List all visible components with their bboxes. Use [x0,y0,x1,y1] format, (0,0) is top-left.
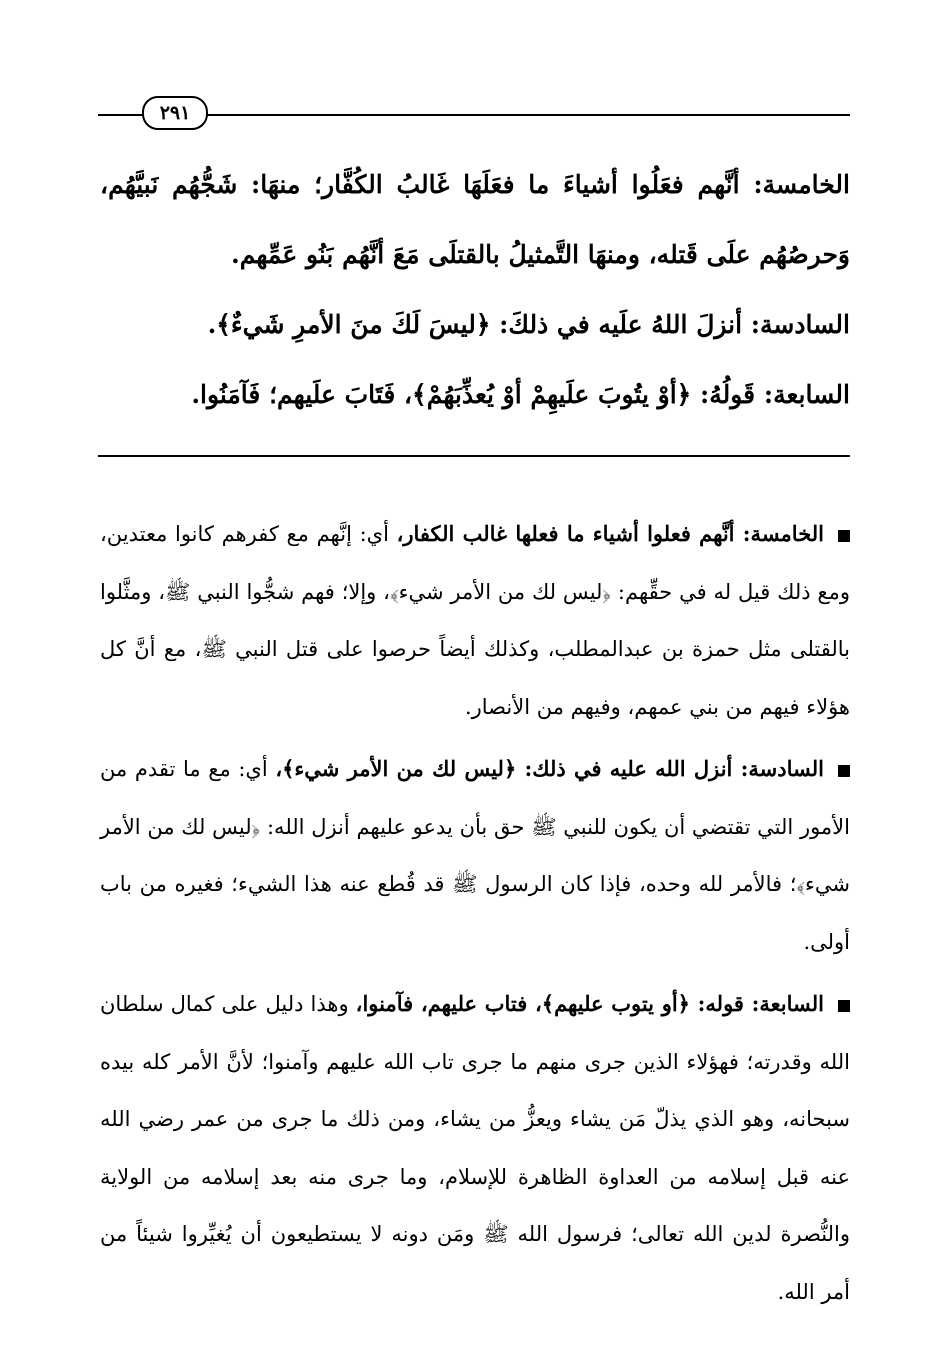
sharh-lead: الخامسة: أنَّهم فعلوا أشياء ما فعلها غالب الكفار، [396,521,824,546]
sharh-paragraph [100,740,850,971]
sharh-body: أي: مع ما تقدم من الأمور التي تقتضي أن يكون للنبي ﷺ حق بأن يدعو عليهم أنزل الله: ﴿ليس لك من الأمر شيء﴾؛ فالأمر لله وحده، فإذا كان الرسول ﷺ قد قُطع عنه هذا الشيء؛ فغيره من باب أولى. [100,757,850,954]
sharh-text [100,505,850,1325]
matn-body: أنَّهم فعَلُوا أشياءَ ما فعَلَهَا غَالبُ الكُفَّار؛ منهَا: شَجُّهُم نَبيَّهُم، وَحرصُهُم علَى قَتله، ومنهَا التَّمثيلُ بالقتلَى مَعَ أنَّهُم بَنُو عَمِّهم. [100,170,850,269]
matn-label: السابعة: [763,380,850,409]
matn-text [100,150,850,430]
square-bullet-icon [838,1000,850,1012]
sharh-paragraph [100,505,850,736]
square-bullet-icon [838,530,850,542]
matn-label: الخامسة: [753,170,850,199]
sharh-body: وهذا دليل على كمال سلطان الله وقدرته؛ فهؤلاء الذين جرى منهم ما جرى تاب الله عليهم وآمنوا؛ لأنَّ الأمر كله بيده سبحانه، وهو الذي يذلّ مَن يشاء ويعزُّ من يشاء، ومن ذلك ما جرى من عمر رضي الله عنه قبل إسلامه من العداوة الظاهرة للإسلام، وما جرى منه بعد إسلامه من الولاية والنُّصرة لدين الله تعالى؛ فرسول الله ﷺ ومَن دونه لا يستطيعون أن يُغيِّروا شيئاً من أمر الله. [100,992,850,1304]
sharh-paragraph [100,975,850,1321]
sharh-lead: السابعة: قوله: ﴿أو يتوب عليهم﴾، فتاب عليهم، فآمنوا، [355,991,824,1016]
matn-body: أنزلَ اللهُ علَيه في ذلكَ: ﴿ليسَ لَكَ منَ الأمرِ شَيءٌ﴾. [207,310,743,339]
page-number: ٢٩١ [142,96,208,130]
matn-item [100,150,850,290]
sharh-lead: السادسة: أنزل الله عليه في ذلك: ﴿ليس لك من الأمر شيء﴾، [275,756,824,781]
square-bullet-icon [838,765,850,777]
matn-body: قَولُهُ: ﴿أوْ يتُوبَ علَيهِمْ أوْ يُعذِّبَهُمْ﴾، فَتَابَ علَيهم؛ فَآمَنُوا. [191,380,756,409]
matn-label: السادسة: [750,310,850,339]
matn-item [100,290,850,360]
sharh-body: أي: إنَّهم مع كفرهم كانوا معتدين، ومع ذلك قيل له في حقِّهم: ﴿ليس لك من الأمر شيء﴾، وإلا؛ فهم شجُّوا النبي ﷺ، ومثَّلوا بالقتلى مثل حمزة بن عبدالمطلب، وكذلك أيضاً حرصوا على قتل النبي ﷺ، مع أنَّ كل هؤلاء فيهم من بني عمهم، وفيهم من الأنصار. [100,522,850,719]
header-rule [98,114,850,116]
section-divider [98,455,850,457]
matn-item [100,360,850,430]
